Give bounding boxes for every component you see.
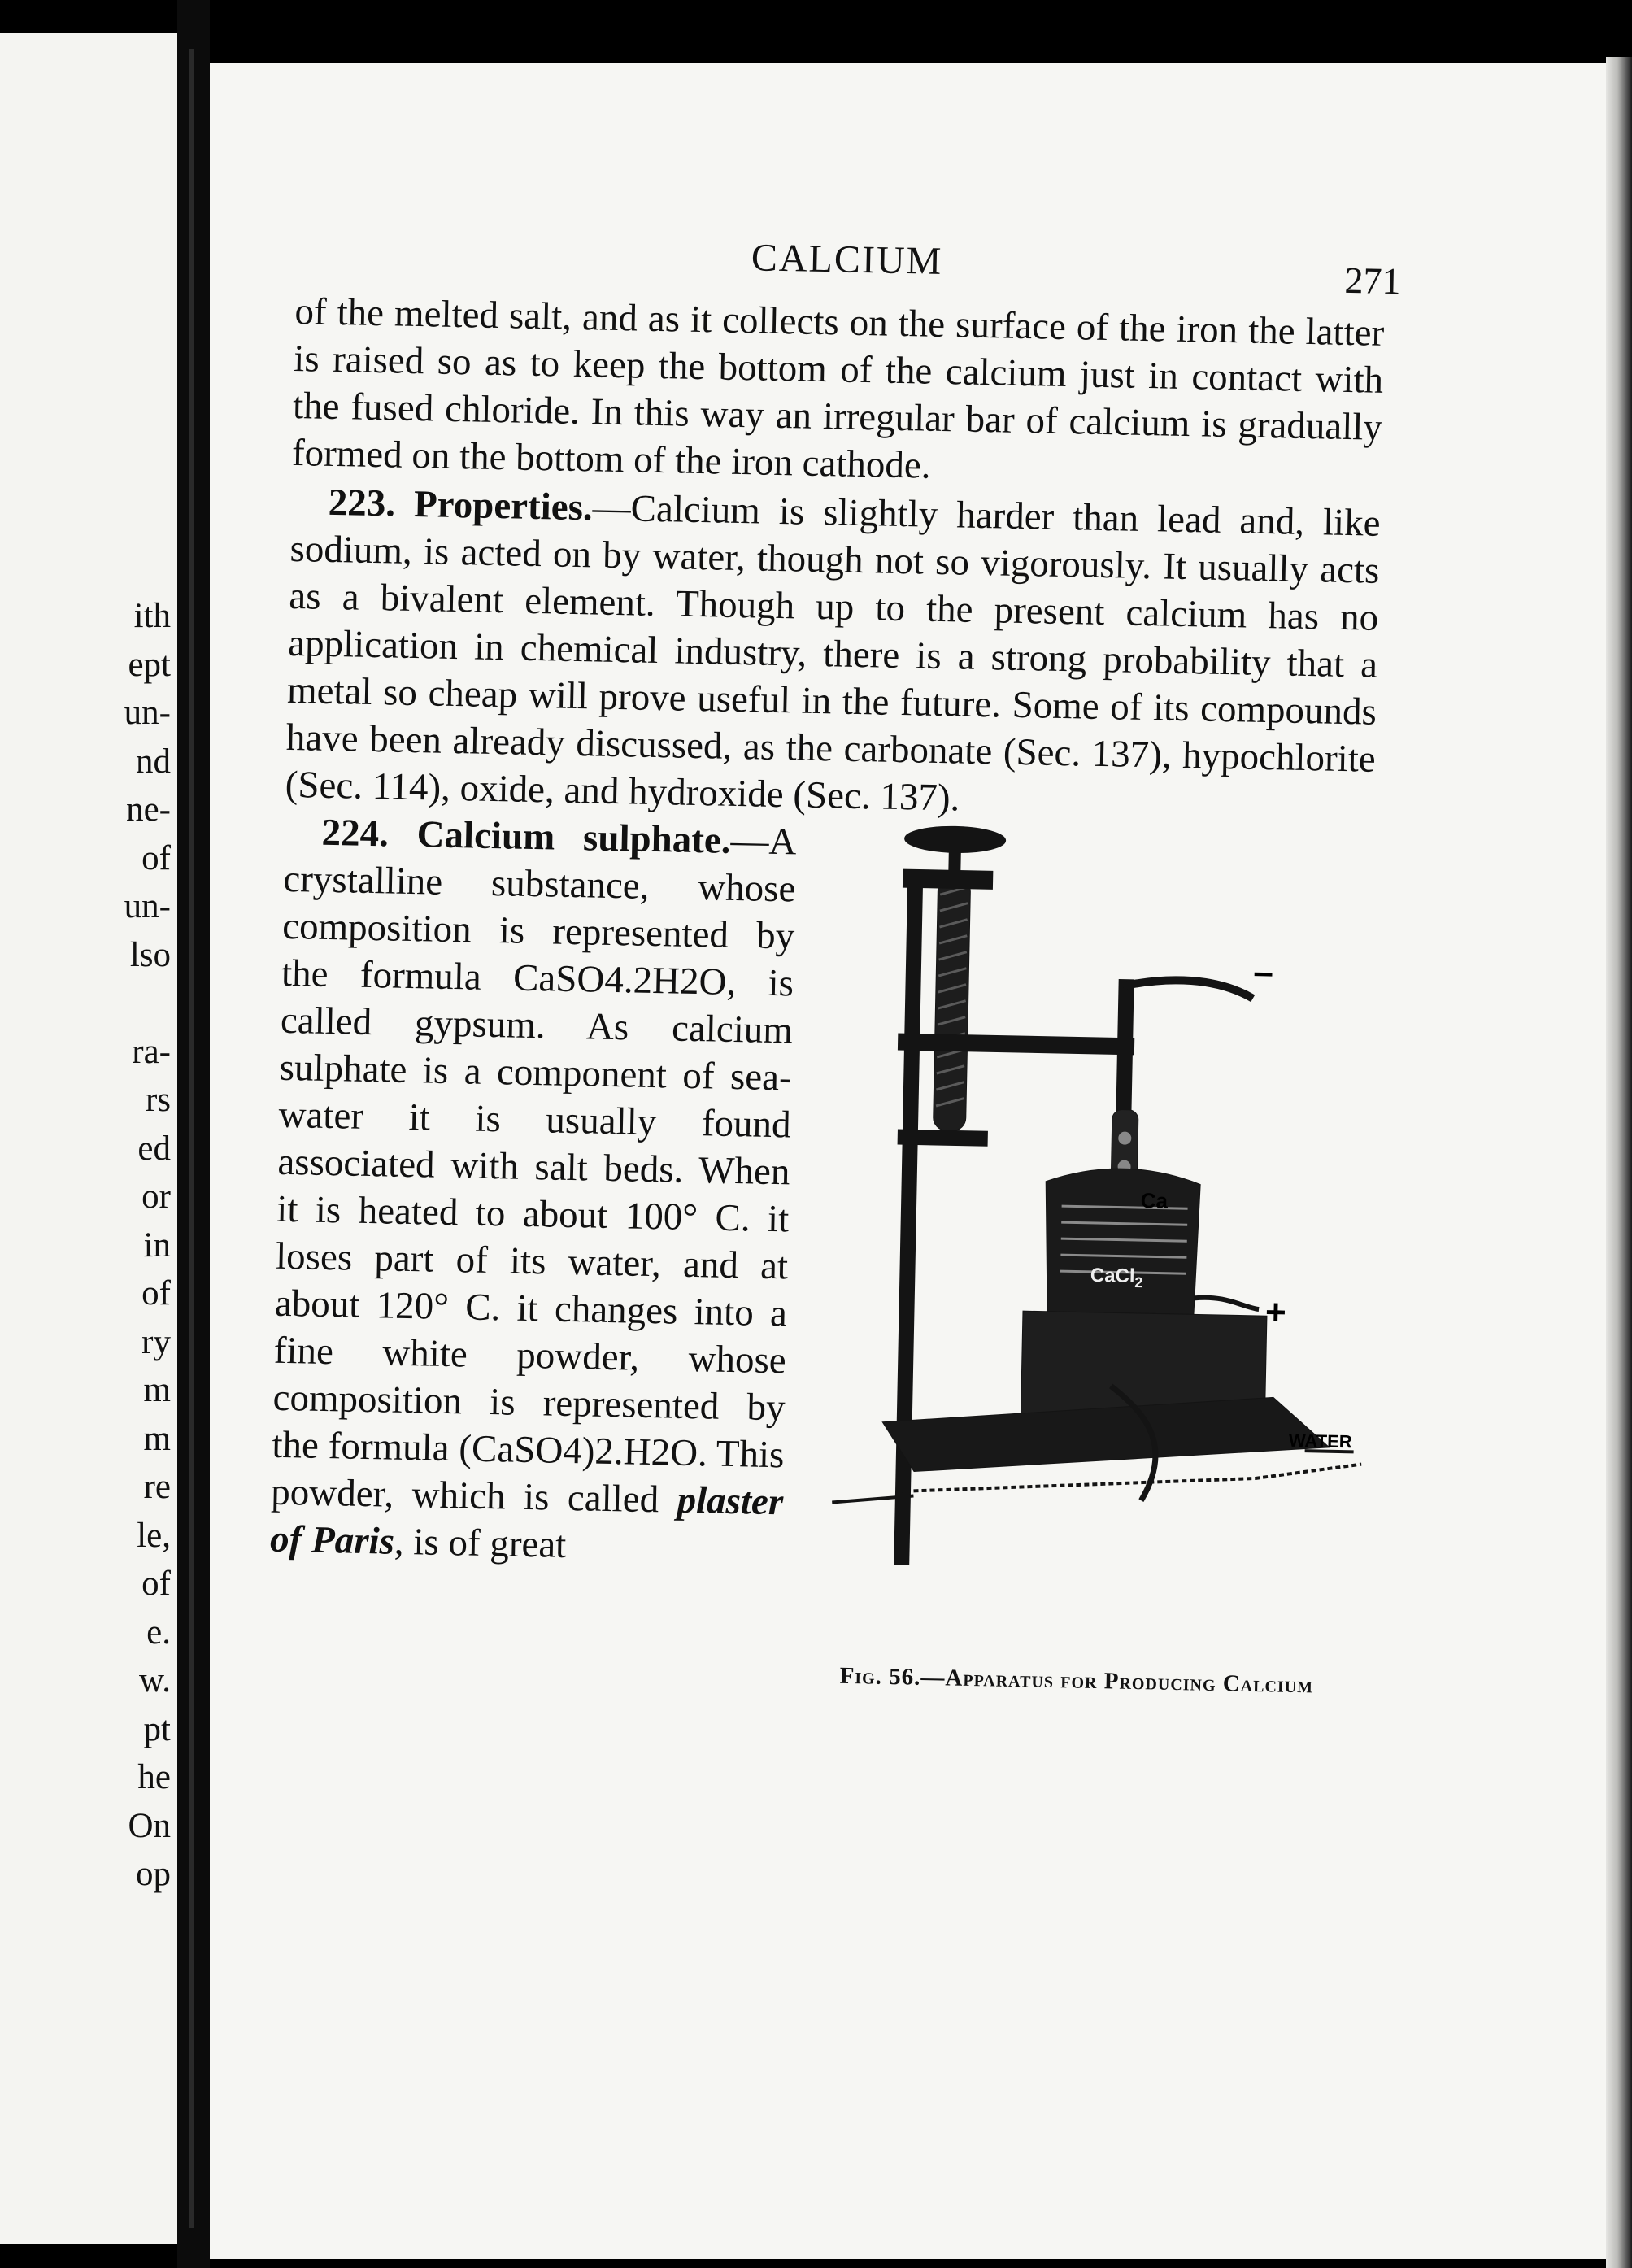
left-margin-fragment: e. bbox=[146, 1613, 171, 1652]
left-margin-fragment bbox=[0, 979, 171, 1028]
ca-label: Ca bbox=[1140, 1188, 1169, 1213]
left-margin-fragment: ith bbox=[133, 597, 171, 635]
left-margin-fragment: ra- bbox=[132, 1032, 171, 1071]
left-margin-fragment: pt bbox=[143, 1709, 171, 1748]
negative-wire bbox=[1123, 979, 1253, 999]
left-margin-fragment: ry bbox=[141, 1322, 171, 1361]
book-gutter bbox=[177, 0, 210, 2268]
left-margin-fragment: On bbox=[128, 1806, 171, 1845]
left-margin-fragment: op bbox=[136, 1855, 171, 1893]
section-224-text: —A crystalline substance, whose composition is represented by the formula CaSO4.2H2O, is called gypsum. As calcium sulphate is a component of sea-water it is usually found associated with salt beds. When it is heated to about 100° C. it loses part of its water, and at about 120° C. it changes into a fine white powder, whose composition is represented by the formula (CaSO4)2.H2O. This powder, which is called bbox=[270, 819, 798, 1521]
left-margin-fragment: ed bbox=[137, 1129, 171, 1168]
left-margin-fragment: ept bbox=[128, 645, 171, 684]
left-margin-fragment: of bbox=[141, 1565, 171, 1603]
left-margin-fragment: in bbox=[143, 1225, 171, 1265]
left-margin-fragment: he bbox=[137, 1758, 171, 1796]
page-content bbox=[266, 210, 1402, 1757]
figure-caption: Fig. 56.—Apparatus for Producing Calcium bbox=[839, 1662, 1314, 1699]
positive-wire bbox=[1194, 1297, 1259, 1309]
left-margin-fragment: ne- bbox=[126, 790, 171, 829]
left-margin-fragment: m bbox=[143, 1371, 171, 1409]
left-margin-fragment: m bbox=[143, 1419, 171, 1458]
left-margin-fragment: or bbox=[141, 1178, 171, 1216]
section-224-number: 224. bbox=[321, 811, 390, 855]
running-head: CALCIUM bbox=[751, 236, 943, 283]
left-margin-fragment: re bbox=[143, 1468, 171, 1506]
paragraph-continuation: of the melted salt, and as it collects on the surface of the iron the latter is raised so as to keep the bottom of the calcium just in contact with the fused chloride. In this way an irregular bar of calcium is gradually formed on the bottom of the iron cathode. bbox=[291, 289, 1385, 487]
section-224-title: Calcium sulphate. bbox=[416, 813, 732, 862]
left-margin-fragment: lso bbox=[129, 935, 171, 974]
page-edge bbox=[1606, 57, 1632, 2268]
left-margin-fragment: un- bbox=[124, 694, 171, 732]
left-margin-fragment: w. bbox=[138, 1661, 171, 1700]
figure-56 bbox=[794, 819, 1374, 1757]
cacl-label: CaCl$_2$ bbox=[1090, 1264, 1143, 1291]
section-223-text: —Calcium is slightly harder than lead and, like sodium, is acted on by water, though not so vigorously. It usually acts as a bivalent element. Though up to the present calcium has no application in chemical industry, there is a strong probability that a metal so cheap will prove useful in the future. Some of its compounds have been already discussed, as the carbonate (Sec. 137), hypochlorite (Sec. 114), oxide, and hydroxide (Sec. 137). bbox=[285, 486, 1382, 820]
left-page-margin-text bbox=[0, 592, 171, 1899]
section-223-title: Properties. bbox=[413, 482, 594, 529]
top-bracket bbox=[903, 869, 992, 889]
section-223-number: 223. bbox=[328, 481, 396, 525]
cathode-holder bbox=[1116, 979, 1134, 1117]
gutter-line bbox=[189, 49, 194, 2228]
section-224-text-end: , is of great bbox=[394, 1520, 567, 1566]
left-margin-fragment: le, bbox=[137, 1516, 171, 1555]
section-223 bbox=[285, 478, 1381, 830]
horizontal-arm bbox=[898, 1034, 1134, 1055]
water-label: WATER bbox=[1288, 1430, 1352, 1452]
plus-label: + bbox=[1264, 1292, 1287, 1333]
plaster-of-paris: plaster of Paris bbox=[269, 1478, 784, 1563]
left-margin-fragment: nd bbox=[136, 742, 171, 781]
left-margin-fragment: rs bbox=[145, 1081, 171, 1119]
page-number: 271 bbox=[1344, 259, 1402, 303]
left-margin-fragment: of bbox=[141, 838, 171, 877]
left-margin-fragment: of bbox=[141, 1274, 171, 1312]
left-margin-fragment: un- bbox=[124, 887, 171, 925]
minus-label: – bbox=[1252, 951, 1274, 993]
apparatus-illustration bbox=[796, 819, 1374, 1668]
